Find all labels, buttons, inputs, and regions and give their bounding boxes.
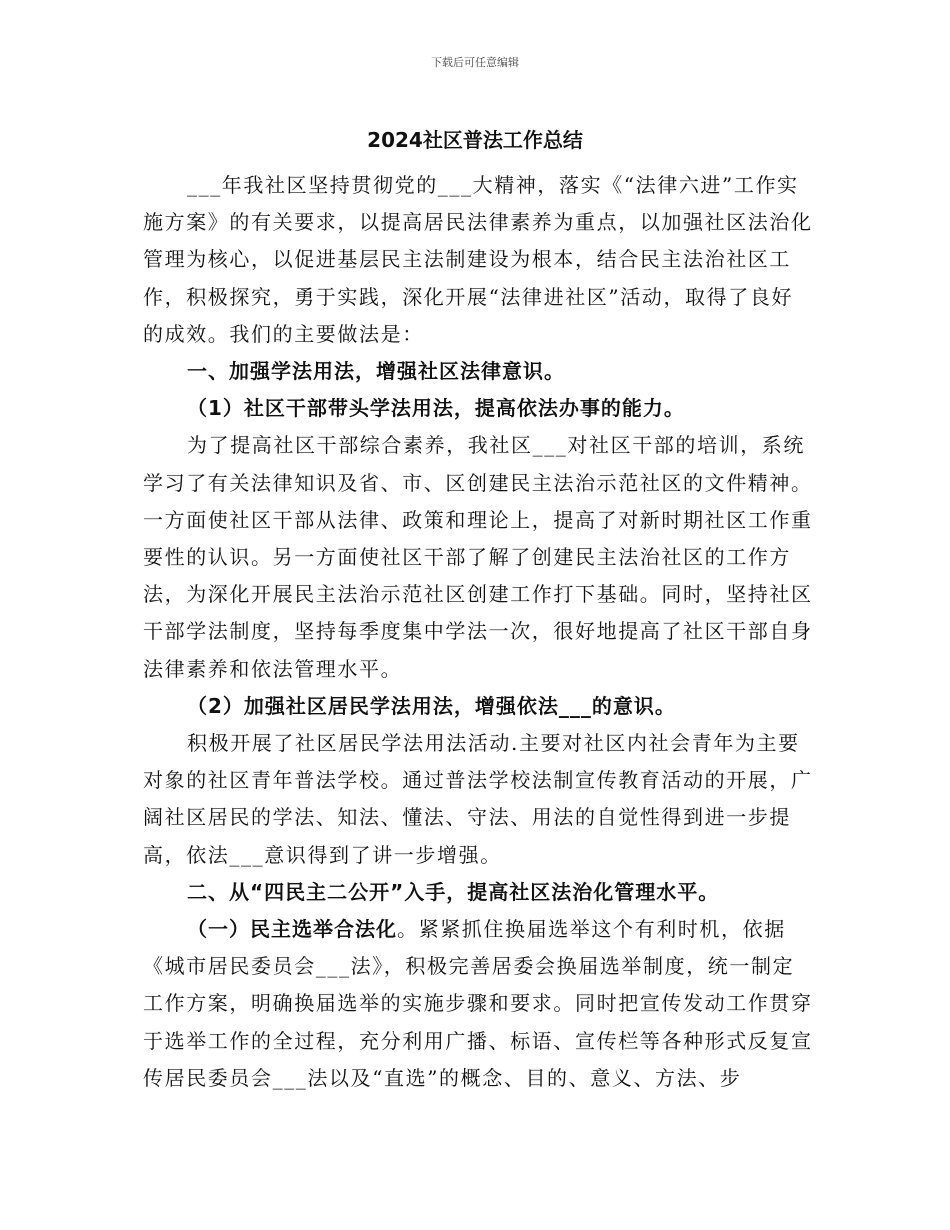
subsection-heading-1-1: （1）社区干部带头学法用法，提高依法办事的能力。: [187, 396, 685, 421]
header-note: 下载后可任意编辑: [431, 56, 519, 69]
section-heading-1: 一、加强学法用法，增强社区法律意识。: [187, 359, 565, 384]
document-title: 2024社区普法工作总结: [367, 128, 583, 152]
paragraph-democratic-election: [143, 911, 813, 1097]
subsection-heading-1-2: （2）加强社区居民学法用法，增强依法___的意识。: [187, 693, 676, 718]
document-body: [143, 167, 813, 1097]
paragraph-resident-learning: 积极开展了社区居民学法用法活动.主要对社区内社会青年为主要对象的社区青年普法学校。通过普法学校法制宣传教育活动的开展，广阔社区居民的学法、知法、懂法、守法、用法的自觉性得到进一步提高，依法___意识得到了讲一步增强。: [143, 731, 813, 867]
paragraph-cadre-training: 为了提高社区干部综合素养，我社区___对社区干部的培训，系统学习了有关法律知识及省、市、区创建民主法治示范社区的文件精神。一方面使社区干部从法律、政策和理论上，提高了对新时期社区工作重要性的认识。另一方面使社区干部了解了创建民主法治社区的工作方法，为深化开展民主法治示范社区创建工作打下基础。同时，坚持社区干部学法制度，坚持每季度集中学法一次，很好地提高了社区干部自身法律素养和依法管理水平。: [143, 433, 813, 681]
paragraph-lead-text: （一）民主选举合法化: [187, 917, 397, 942]
intro-paragraph: ___年我社区坚持贯彻党的___大精神，落实《“法律六进”工作实施方案》的有关要求，以提高居民法律素养为重点，以加强社区法治化管理为核心，以促进基层民主法制建设为根本，结合民主法治社区工作，积极探究，勇于实践，深化开展“法律进社区”活动，取得了良好的成效。我们的主要做法是：: [143, 173, 813, 346]
section-heading-2: 二、从“四民主二公开”入手，提高社区法治化管理水平。: [187, 879, 720, 904]
paragraph-body-text: 。紧紧抓住换届选举这个有利时机，依据《城市居民委员会___法》，积极完善居委会换届选举制度，统一制定工作方案，明确换届选举的实施步骤和要求。同时把宣传发动工作贯穿于选举工作的全过程，充分利用广播、标语、宣传栏等各种形式反复宣传居民委员会___法以及“直选”的概念、目的、意义、方法、步: [143, 917, 813, 1090]
